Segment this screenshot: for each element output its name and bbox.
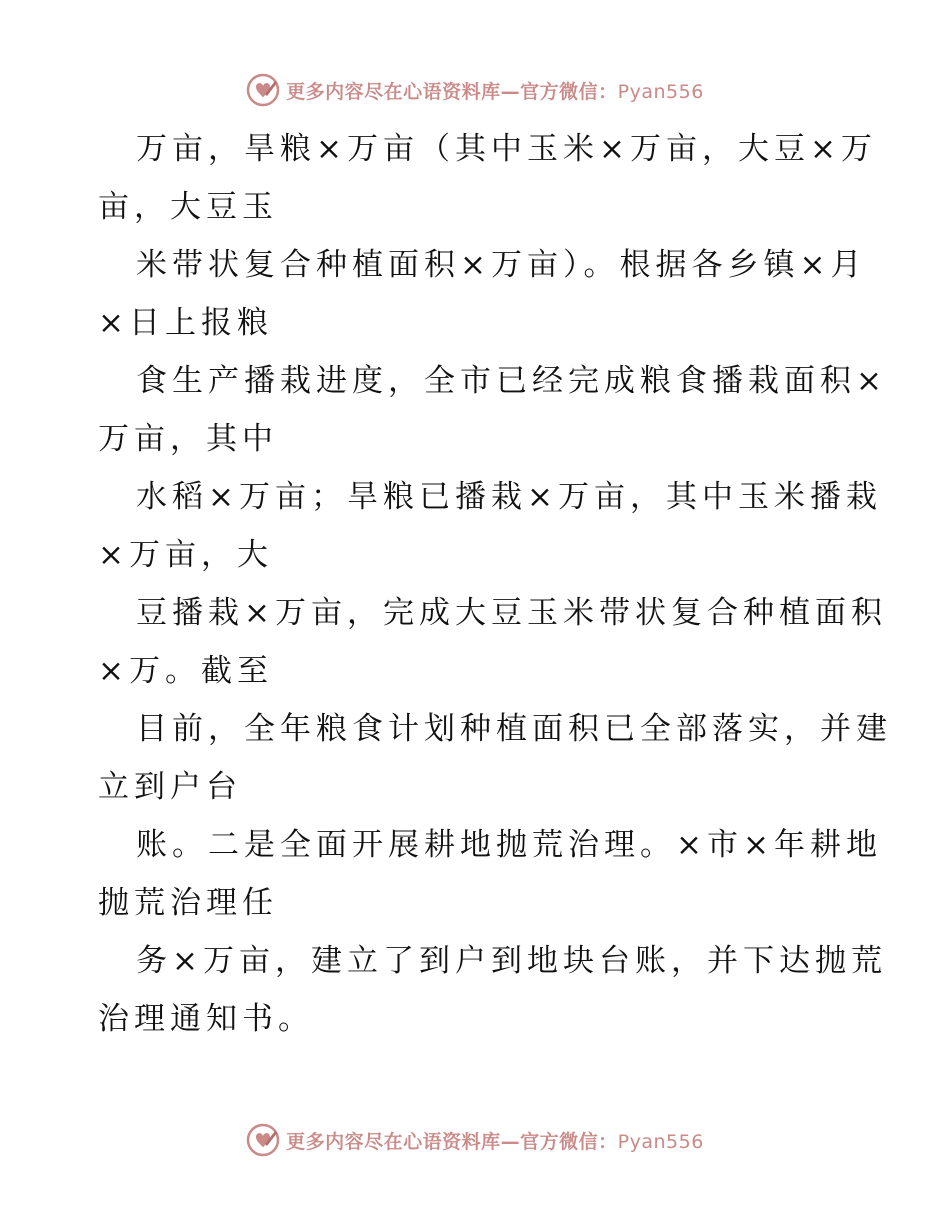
paragraph-line: 立到户台	[98, 769, 242, 805]
paragraph-line: 账。二是全面开展耕地抛荒治理。×市×年耕地	[136, 827, 882, 863]
paragraph-line: 亩，大豆玉	[98, 189, 278, 225]
footer-watermark	[0, 1120, 950, 1160]
heart-pen-logo-icon	[246, 1123, 280, 1157]
paragraph-line: 目前，全年粮食计划种植面积已全部落实，并建	[136, 711, 892, 747]
paragraph-line: ×万亩，大	[98, 537, 273, 573]
watermark-text: 更多内容尽在心语资料库—官方微信：Pyan556	[286, 80, 704, 103]
paragraph-line: 抛荒治理任	[98, 885, 278, 921]
watermark-text: 更多内容尽在心语资料库—官方微信：Pyan556	[286, 1130, 704, 1153]
paragraph-line: ×万。截至	[98, 653, 273, 689]
paragraph-line: 米带状复合种植面积×万亩）。根据各乡镇×月	[136, 247, 867, 283]
paragraph-line: ×日上报粮	[98, 305, 273, 341]
header-watermark	[0, 70, 950, 110]
paragraph-line: 务×万亩，建立了到户到地块台账，并下达抛荒	[136, 943, 887, 979]
paragraph-line: 豆播栽×万亩，完成大豆玉米带状复合种植面积	[136, 595, 887, 631]
paragraph-line: 食生产播栽进度，全市已经完成粮食播栽面积×	[136, 363, 887, 399]
paragraph-line: 万亩，旱粮×万亩（其中玉米×万亩，大豆×万	[136, 131, 877, 167]
heart-pen-logo-icon	[246, 73, 280, 107]
paragraph-line: 万亩，其中	[98, 421, 278, 457]
paragraph-line: 治理通知书。	[98, 1001, 314, 1037]
document-body	[98, 120, 892, 1048]
paragraph-line: 水稻×万亩；旱粮已播栽×万亩，其中玉米播栽	[136, 479, 882, 515]
